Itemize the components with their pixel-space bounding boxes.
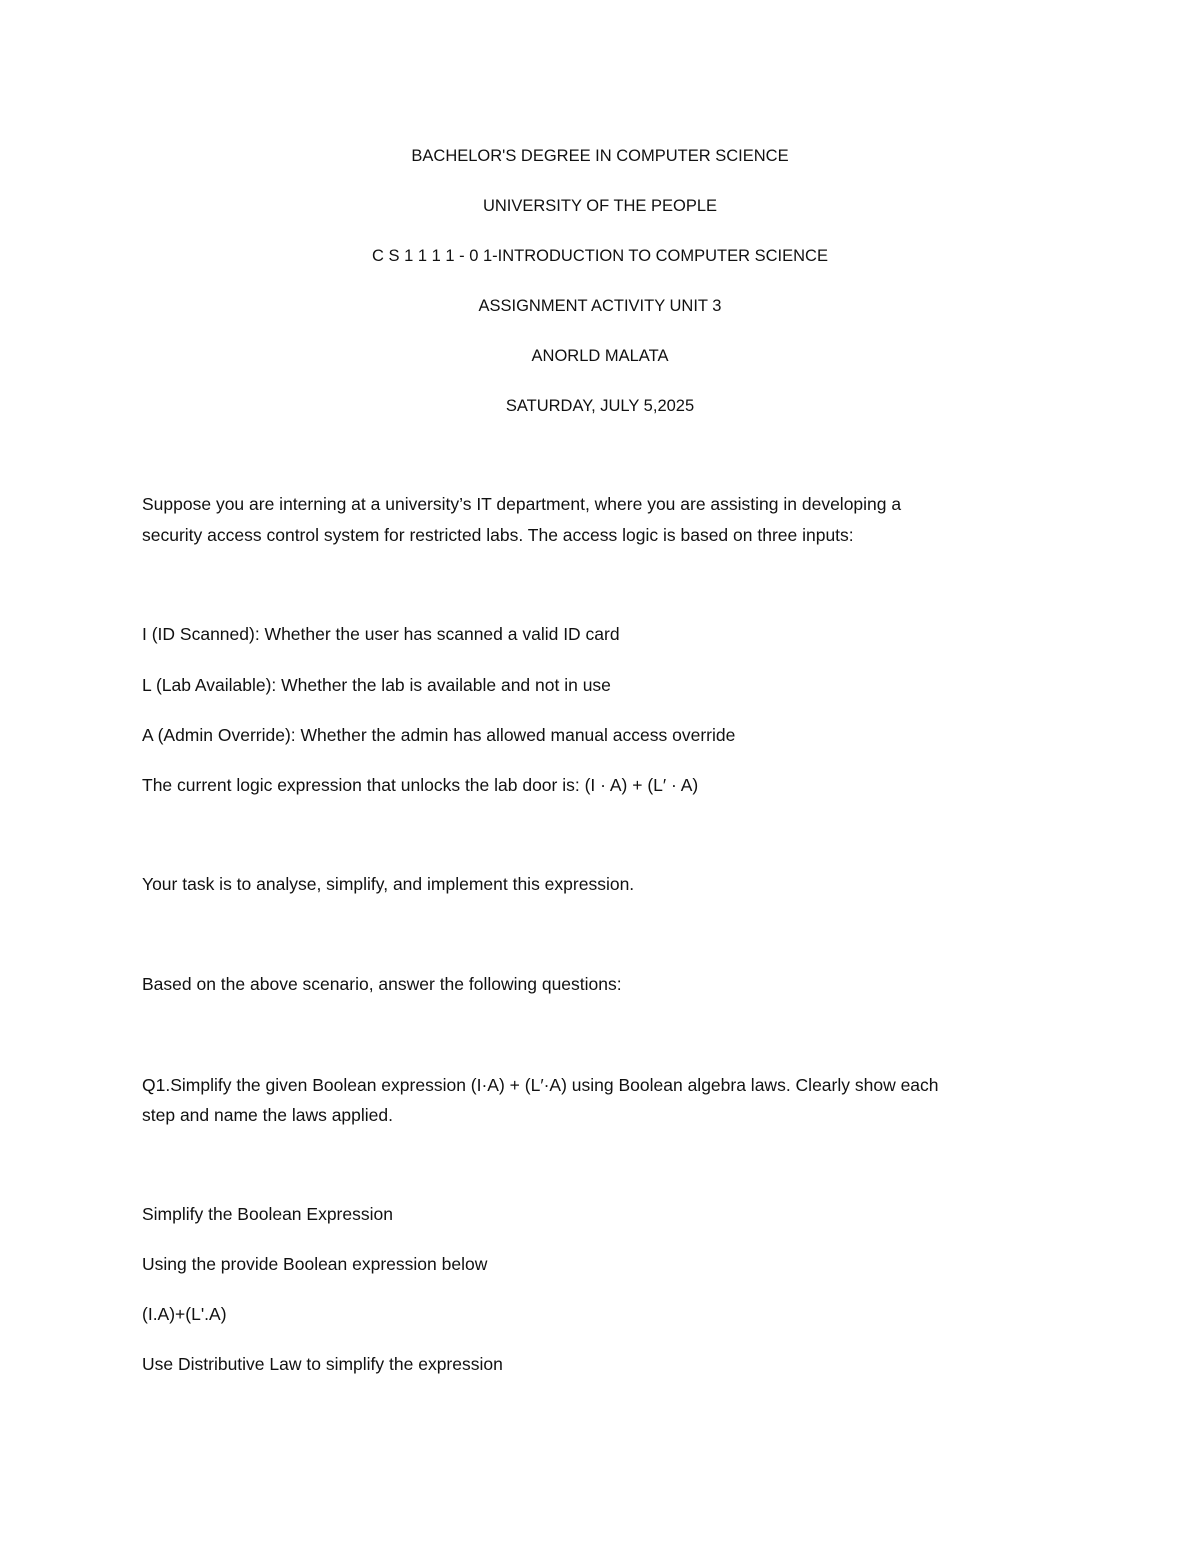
answer-heading: Simplify the Boolean Expression (142, 1204, 393, 1224)
course-title: C S 1 1 1 1 - 0 1-INTRODUCTION TO COMPUTER SCIENCE (372, 247, 828, 265)
scenario-paragraph-line-1: Suppose you are interning at a university’s IT department, where you are assisting in developing a (142, 494, 902, 514)
assignment-title: ASSIGNMENT ACTIVITY UNIT 3 (478, 297, 722, 315)
author-name: ANORLD MALATA (531, 347, 669, 365)
degree-title: BACHELOR'S DEGREE IN COMPUTER SCIENCE (411, 147, 789, 165)
answer-intro: Using the provide Boolean expression below (142, 1254, 488, 1274)
task-statement: Your task is to analyse, simplify, and implement this expression. (142, 874, 635, 894)
university-name: UNIVERSITY OF THE PEOPLE (482, 197, 718, 215)
logic-expression-line: The current logic expression that unlocks the lab door is: (I · A) + (L′ · A) (142, 775, 699, 795)
input-item-lab-available: L (Lab Available): Whether the lab is available and not in use (142, 675, 611, 695)
answer-step-distributive-law: Use Distributive Law to simplify the expression (142, 1354, 503, 1374)
questions-intro: Based on the above scenario, answer the following questions: (142, 974, 622, 994)
scenario-paragraph-line-2: security access control system for restricted labs. The access logic is based on three inputs: (142, 525, 854, 545)
input-item-admin-override: A (Admin Override): Whether the admin has allowed manual access override (142, 725, 736, 745)
answer-expression: (I.A)+(L'.A) (142, 1304, 227, 1324)
submission-date: SATURDAY, JULY 5,2025 (505, 397, 695, 415)
question-1-line-2: step and name the laws applied. (142, 1105, 393, 1125)
question-1-line-1: Q1.Simplify the given Boolean expression (I·A) + (L′·A) using Boolean algebra laws. Clearly show each (142, 1075, 939, 1095)
input-item-id-scanned: I (ID Scanned): Whether the user has scanned a valid ID card (142, 624, 620, 644)
